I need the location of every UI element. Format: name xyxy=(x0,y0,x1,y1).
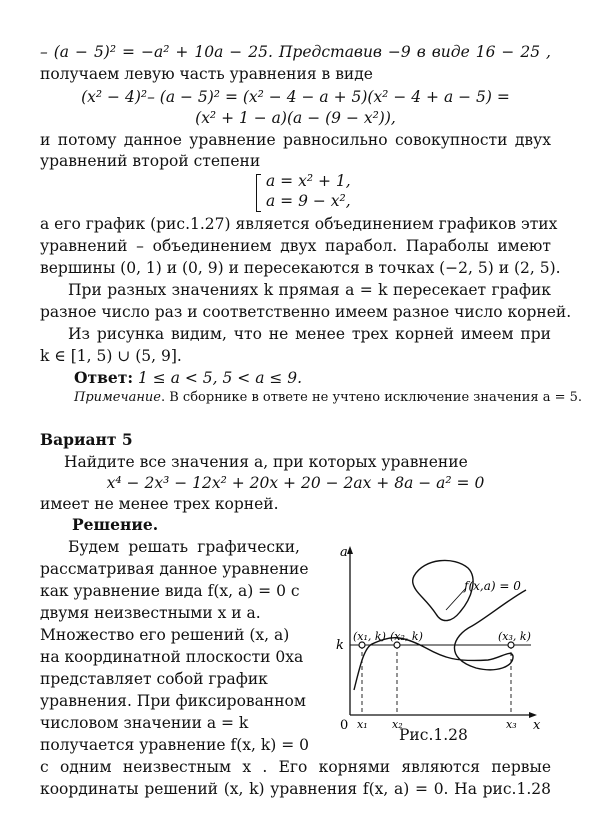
text-line: двумя неизвестными x и a. xyxy=(40,604,261,622)
equation-line: (x² − 4)²– (a − 5)² = (x² − 4 − a + 5)(x² − 4 + a − 5) = xyxy=(81,88,510,106)
text-line: на координатной плоскости 0xa xyxy=(40,648,304,666)
text-line: уравнений второй степени xyxy=(40,152,261,170)
curve-label: f(x,a) = 0 xyxy=(464,579,521,593)
note xyxy=(74,388,585,408)
x-tick-label: x₃ xyxy=(506,718,517,730)
figure-caption: Рис.1.28 xyxy=(399,726,468,744)
equation-system xyxy=(256,172,366,212)
note-label: Примечание xyxy=(74,390,161,405)
text-line: как уравнение вида f(x, a) = 0 с xyxy=(40,582,300,600)
text-line: рассматривая данное уравнение xyxy=(40,560,309,578)
equation-line: (x² + 1 − a)(a − (9 − x²)), xyxy=(195,109,396,127)
text-line: уравнения. При фиксированном xyxy=(40,692,306,710)
text-line: вершины (0, 1) и (0, 9) и пересекаются в точках (−2, 5) и (2, 5). xyxy=(40,259,561,277)
point-label: (x₃, k) xyxy=(498,630,531,643)
answer-text: 1 ≤ a < 5, 5 < a ≤ 9. xyxy=(133,369,303,387)
x-tick-label: x₁ xyxy=(357,718,368,730)
text-line: и потому данное уравнение равносильно совокупности двух xyxy=(40,131,551,149)
text-line: При разных значениях k прямая a = k пересекает график xyxy=(68,281,551,299)
text-line: получаем левую часть уравнения в виде xyxy=(40,65,373,83)
k-label: k xyxy=(336,638,344,653)
note-text: . В сборнике в ответе не учтено исключение значения a = 5. xyxy=(160,390,583,405)
answer xyxy=(74,368,585,388)
text-line: представляет собой график xyxy=(40,670,268,688)
text-line: Будем решать графически, xyxy=(68,538,300,556)
x-tick-label: x₂ xyxy=(392,718,403,730)
text-line: имеет не менее трех корней. xyxy=(40,495,279,513)
origin-label: 0 xyxy=(340,718,349,730)
point-label: (x₂, k) xyxy=(390,630,423,643)
variant-title: Вариант 5 xyxy=(40,430,133,449)
solution-title: Решение. xyxy=(72,515,159,534)
text-line: Из рисунка видим, что не менее трех корней имеем при xyxy=(68,325,551,343)
system-equation: a = 9 − x², xyxy=(266,192,351,210)
point-label: (x₁, k) xyxy=(353,630,386,643)
answer-label: Ответ: xyxy=(74,368,134,387)
text-line: Множество его решений (x, a) xyxy=(40,626,290,644)
label-pointer xyxy=(446,588,466,610)
text-line: а его график (рис.1.27) является объединением графиков этих xyxy=(40,215,558,233)
text-line: k ∈ [1, 5) ∪ (5, 9]. xyxy=(40,347,182,365)
text-line: разное число раз и соответственно имеем разное число корней. xyxy=(40,303,572,321)
system-equation: a = x² + 1, xyxy=(266,172,351,190)
text-line: координаты решений (x, k) уравнения f(x, a) = 0. На рис.1.28 xyxy=(40,780,551,798)
axis-x-label: x xyxy=(533,718,541,730)
figure-graph xyxy=(326,540,551,730)
text-line: уравнений – объединением двух парабол. Параболы имеют xyxy=(40,237,551,255)
system-bracket xyxy=(256,174,261,212)
equation-line: x⁴ − 2x³ − 12x² + 20x + 20 − 2ax + 8a − a² = 0 xyxy=(106,474,485,492)
text-line: получается уравнение f(x, k) = 0 xyxy=(40,736,310,754)
text-line: числовом значении a = k xyxy=(40,714,249,732)
axis-a-label: a xyxy=(340,545,348,560)
text-line: Найдите все значения a, при которых уравнение xyxy=(64,453,468,471)
text-line: – (a − 5)² = −a² + 10a − 25. Представив −9 в виде 16 − 25 , xyxy=(40,43,551,61)
text-line: с одним неизвестным x . Его корнями являются первые xyxy=(40,758,551,776)
a-axis-arrow xyxy=(347,546,353,554)
